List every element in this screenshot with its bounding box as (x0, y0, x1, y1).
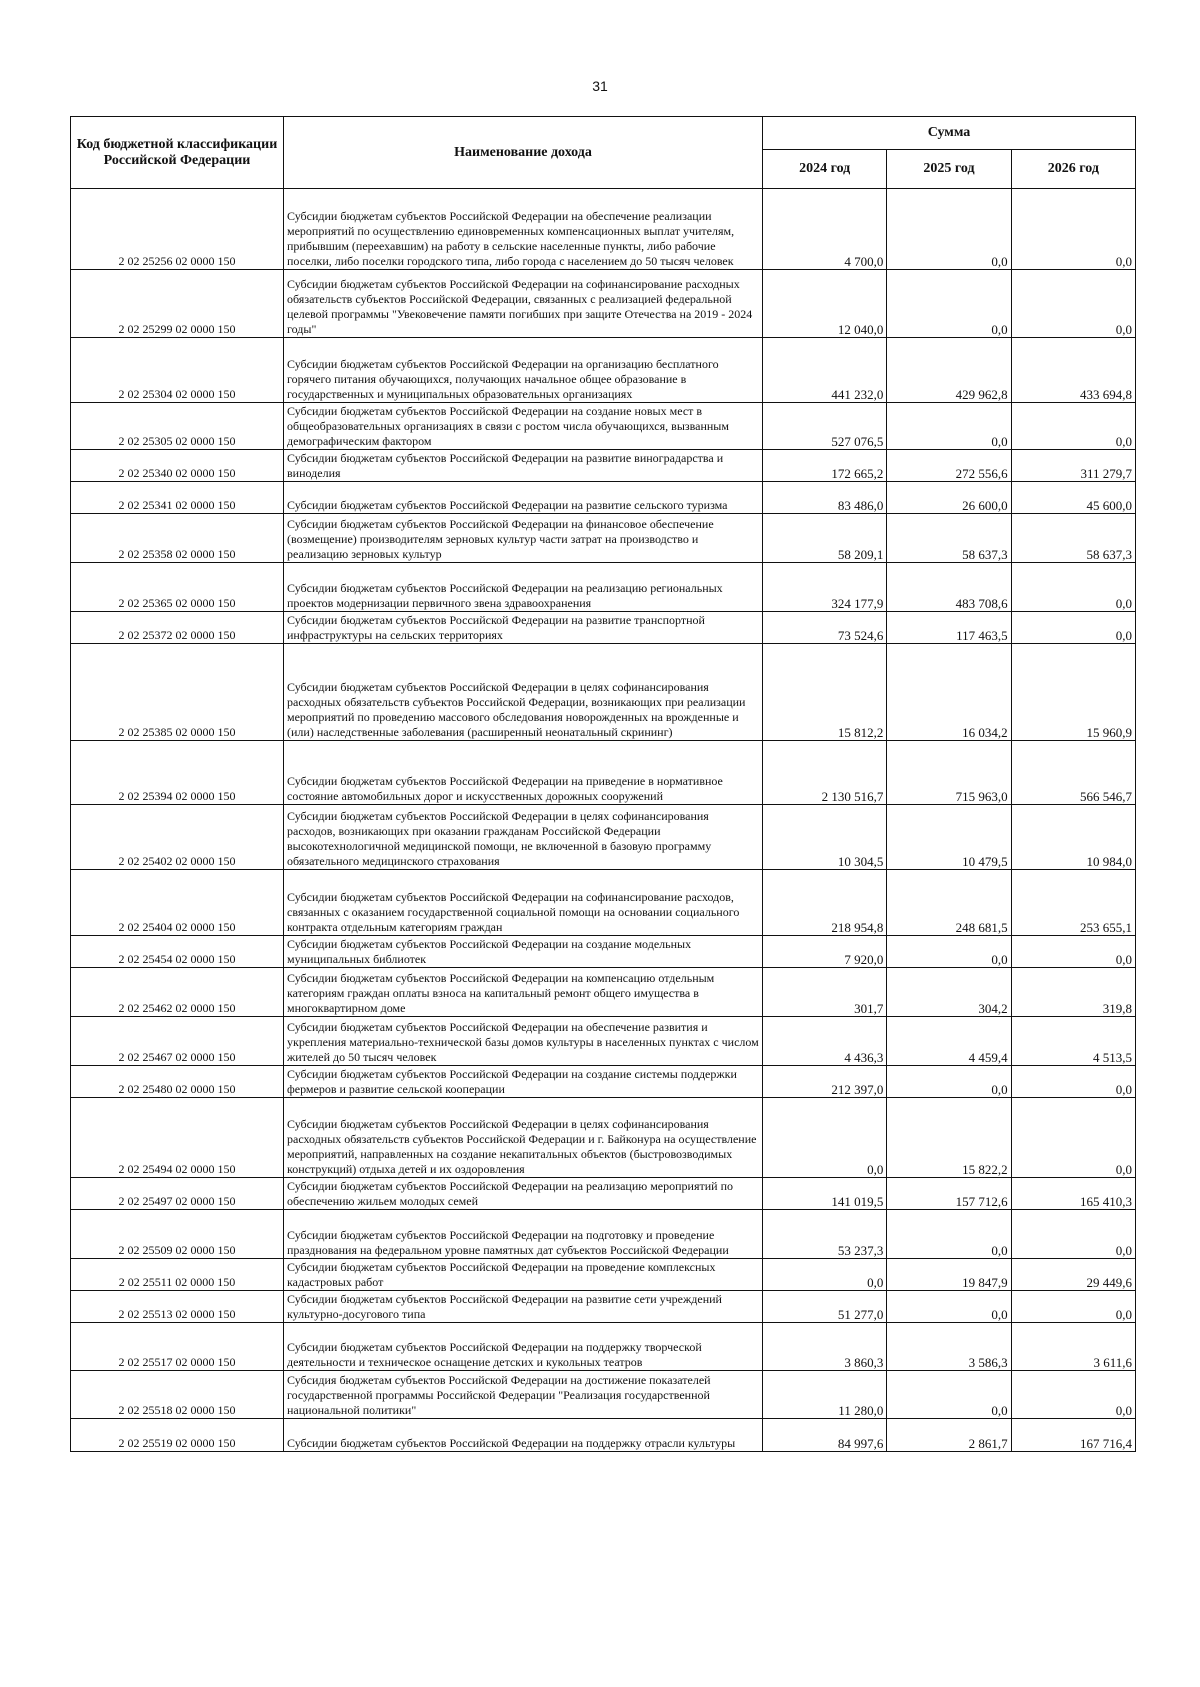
table-row (71, 1323, 1136, 1371)
table-row (71, 644, 1136, 741)
row-name: Субсидии бюджетам субъектов Российской Федерации на создание модельных муниципальных библиотек (284, 936, 763, 968)
row-value-2025: 26 600,0 (887, 482, 1011, 514)
table-row (71, 189, 1136, 270)
table-row (71, 270, 1136, 338)
table-row (71, 936, 1136, 968)
row-code: 2 02 25394 02 0000 150 (71, 741, 284, 805)
row-code: 2 02 25365 02 0000 150 (71, 563, 284, 612)
row-value-2026: 0,0 (1011, 403, 1135, 450)
row-name: Субсидии бюджетам субъектов Российской Федерации на проведение комплексных кадастровых работ (284, 1259, 763, 1291)
row-name: Субсидии бюджетам субъектов Российской Федерации на развитие сельского туризма (284, 482, 763, 514)
row-value-2025: 248 681,5 (887, 870, 1011, 936)
row-value-2025: 58 637,3 (887, 514, 1011, 563)
row-value-2024: 73 524,6 (763, 612, 887, 644)
row-value-2024: 0,0 (763, 1098, 887, 1178)
row-value-2024: 301,7 (763, 968, 887, 1017)
row-value-2024: 10 304,5 (763, 805, 887, 870)
row-value-2025: 0,0 (887, 936, 1011, 968)
row-name: Субсидии бюджетам субъектов Российской Федерации на софинансирование расходных обязательств субъектов Российской Федерации, связанных с реализацией федеральной целевой программы "Увековечение памяти погибших при защите Отечества на 2019 - 2024 годы" (284, 270, 763, 338)
table-row (71, 612, 1136, 644)
table-row (71, 870, 1136, 936)
row-value-2024: 83 486,0 (763, 482, 887, 514)
table-row (71, 338, 1136, 403)
row-code: 2 02 25341 02 0000 150 (71, 482, 284, 514)
row-value-2026: 0,0 (1011, 563, 1135, 612)
row-value-2025: 0,0 (887, 1371, 1011, 1419)
row-value-2024: 0,0 (763, 1259, 887, 1291)
row-code: 2 02 25519 02 0000 150 (71, 1419, 284, 1452)
page-number: 31 (592, 78, 608, 94)
row-value-2026: 3 611,6 (1011, 1323, 1135, 1371)
row-value-2025: 2 861,7 (887, 1419, 1011, 1452)
row-value-2024: 4 436,3 (763, 1017, 887, 1066)
row-value-2025: 16 034,2 (887, 644, 1011, 741)
row-name: Субсидия бюджетам субъектов Российской Федерации на достижение показателей государственной программы Российской Федерации "Реализация государственной национальной политики" (284, 1371, 763, 1419)
row-value-2026: 319,8 (1011, 968, 1135, 1017)
row-name: Субсидии бюджетам субъектов Российской Федерации на развитие сети учреждений культурно-досугового типа (284, 1291, 763, 1323)
row-name: Субсидии бюджетам субъектов Российской Федерации в целях софинансирования расходных обязательств субъектов Российской Федерации и г. Байконура на осуществление мероприятий, направленных на создание некапитальных объектов (быстровозводимых конструкций) отдыха детей и их оздоровления (284, 1098, 763, 1178)
row-value-2024: 141 019,5 (763, 1178, 887, 1210)
row-name: Субсидии бюджетам субъектов Российской Федерации на реализацию региональных проектов модернизации первичного звена здравоохранения (284, 563, 763, 612)
row-name: Субсидии бюджетам субъектов Российской Федерации на развитие транспортной инфраструктуры на сельских территориях (284, 612, 763, 644)
row-value-2026: 10 984,0 (1011, 805, 1135, 870)
row-code: 2 02 25518 02 0000 150 (71, 1371, 284, 1419)
table-row (71, 1210, 1136, 1259)
row-value-2026: 4 513,5 (1011, 1017, 1135, 1066)
row-value-2026: 0,0 (1011, 936, 1135, 968)
row-code: 2 02 25494 02 0000 150 (71, 1098, 284, 1178)
row-name: Субсидии бюджетам субъектов Российской Федерации на создание системы поддержки фермеров и развитие сельской кооперации (284, 1066, 763, 1098)
row-value-2025: 0,0 (887, 189, 1011, 270)
row-name: Субсидии бюджетам субъектов Российской Федерации на компенсацию отдельным категориям граждан оплаты взноса на капитальный ремонт общего имущества в многоквартирном доме (284, 968, 763, 1017)
row-value-2025: 272 556,6 (887, 450, 1011, 482)
row-code: 2 02 25467 02 0000 150 (71, 1017, 284, 1066)
row-value-2025: 3 586,3 (887, 1323, 1011, 1371)
row-value-2026: 433 694,8 (1011, 338, 1135, 403)
table-body (71, 189, 1136, 1452)
row-value-2025: 157 712,6 (887, 1178, 1011, 1210)
header-row-1 (71, 117, 1136, 150)
row-value-2024: 218 954,8 (763, 870, 887, 936)
row-value-2024: 4 700,0 (763, 189, 887, 270)
row-value-2026: 0,0 (1011, 189, 1135, 270)
row-value-2024: 12 040,0 (763, 270, 887, 338)
row-value-2024: 7 920,0 (763, 936, 887, 968)
row-code: 2 02 25256 02 0000 150 (71, 189, 284, 270)
row-code: 2 02 25358 02 0000 150 (71, 514, 284, 563)
row-value-2024: 441 232,0 (763, 338, 887, 403)
row-value-2026: 566 546,7 (1011, 741, 1135, 805)
row-value-2025: 19 847,9 (887, 1259, 1011, 1291)
row-value-2026: 0,0 (1011, 1210, 1135, 1259)
row-code: 2 02 25509 02 0000 150 (71, 1210, 284, 1259)
row-code: 2 02 25340 02 0000 150 (71, 450, 284, 482)
table-header (71, 117, 1136, 189)
revenue-table (70, 116, 1136, 1452)
table-row (71, 403, 1136, 450)
row-value-2024: 527 076,5 (763, 403, 887, 450)
header-year-2026: 2026 год (1011, 150, 1135, 189)
row-name: Субсидии бюджетам субъектов Российской Федерации на поддержку отрасли культуры (284, 1419, 763, 1452)
row-value-2025: 15 822,2 (887, 1098, 1011, 1178)
row-value-2026: 0,0 (1011, 612, 1135, 644)
row-name: Субсидии бюджетам субъектов Российской Федерации на финансовое обеспечение (возмещение) производителям зерновых культур части затрат на производство и реализацию зерновых культур (284, 514, 763, 563)
row-name: Субсидии бюджетам субъектов Российской Федерации на поддержку творческой деятельности и техническое оснащение детских и кукольных театров (284, 1323, 763, 1371)
table-row (71, 968, 1136, 1017)
row-code: 2 02 25513 02 0000 150 (71, 1291, 284, 1323)
row-value-2026: 253 655,1 (1011, 870, 1135, 936)
table-row (71, 514, 1136, 563)
row-value-2026: 29 449,6 (1011, 1259, 1135, 1291)
row-value-2026: 0,0 (1011, 1066, 1135, 1098)
table-row (71, 1017, 1136, 1066)
row-code: 2 02 25462 02 0000 150 (71, 968, 284, 1017)
table-row (71, 1291, 1136, 1323)
row-code: 2 02 25511 02 0000 150 (71, 1259, 284, 1291)
row-name: Субсидии бюджетам субъектов Российской Федерации на организацию бесплатного горячего питания обучающихся, получающих начальное общее образование в государственных и муниципальных образовательных организациях (284, 338, 763, 403)
row-code: 2 02 25305 02 0000 150 (71, 403, 284, 450)
row-value-2025: 429 962,8 (887, 338, 1011, 403)
table-row (71, 450, 1136, 482)
table-row (71, 482, 1136, 514)
row-name: Субсидии бюджетам субъектов Российской Федерации в целях софинансирования расходных обязательств субъектов Российской Федерации, возникающих при реализации мероприятий по проведению массового обследования новорожденных на врожденные и (или) наследственные заболевания (расширенный неонатальный скрининг) (284, 644, 763, 741)
header-code: Код бюджетной классификации Российской Федерации (71, 117, 284, 189)
row-value-2024: 11 280,0 (763, 1371, 887, 1419)
row-value-2024: 172 665,2 (763, 450, 887, 482)
row-value-2024: 3 860,3 (763, 1323, 887, 1371)
row-value-2026: 0,0 (1011, 1291, 1135, 1323)
table-row (71, 563, 1136, 612)
row-value-2026: 0,0 (1011, 1098, 1135, 1178)
row-name: Субсидии бюджетам субъектов Российской Федерации на обеспечение реализации мероприятий по осуществлению единовременных компенсационных выплат учителям, прибывшим (переехавшим) на работу в сельские населенные пункты, либо рабочие поселки, либо поселки городского типа, либо города с населением до 50 тысяч человек (284, 189, 763, 270)
table-row (71, 1371, 1136, 1419)
header-name: Наименование дохода (284, 117, 763, 189)
row-value-2024: 324 177,9 (763, 563, 887, 612)
row-value-2024: 51 277,0 (763, 1291, 887, 1323)
row-value-2025: 0,0 (887, 1291, 1011, 1323)
row-value-2026: 45 600,0 (1011, 482, 1135, 514)
row-code: 2 02 25372 02 0000 150 (71, 612, 284, 644)
row-value-2025: 0,0 (887, 1210, 1011, 1259)
row-code: 2 02 25480 02 0000 150 (71, 1066, 284, 1098)
row-code: 2 02 25517 02 0000 150 (71, 1323, 284, 1371)
row-code: 2 02 25454 02 0000 150 (71, 936, 284, 968)
header-year-2024: 2024 год (763, 150, 887, 189)
row-value-2025: 0,0 (887, 270, 1011, 338)
table-row (71, 741, 1136, 805)
row-code: 2 02 25404 02 0000 150 (71, 870, 284, 936)
row-value-2025: 483 708,6 (887, 563, 1011, 612)
table-row (71, 1098, 1136, 1178)
row-value-2024: 15 812,2 (763, 644, 887, 741)
row-value-2024: 58 209,1 (763, 514, 887, 563)
row-name: Субсидии бюджетам субъектов Российской Федерации на развитие виноградарства и виноделия (284, 450, 763, 482)
row-value-2024: 53 237,3 (763, 1210, 887, 1259)
row-value-2025: 715 963,0 (887, 741, 1011, 805)
table-row (71, 1178, 1136, 1210)
row-name: Субсидии бюджетам субъектов Российской Федерации на софинансирование расходов, связанных с оказанием государственной социальной помощи на основании социального контракта отдельным категориям граждан (284, 870, 763, 936)
header-sum: Сумма (763, 117, 1136, 150)
row-value-2026: 311 279,7 (1011, 450, 1135, 482)
row-code: 2 02 25402 02 0000 150 (71, 805, 284, 870)
row-value-2026: 15 960,9 (1011, 644, 1135, 741)
row-value-2026: 165 410,3 (1011, 1178, 1135, 1210)
table-row (71, 1066, 1136, 1098)
row-name: Субсидии бюджетам субъектов Российской Федерации на реализацию мероприятий по обеспечению жильем молодых семей (284, 1178, 763, 1210)
row-name: Субсидии бюджетам субъектов Российской Федерации в целях софинансирования расходов, возникающих при оказании гражданам Российской Федерации высокотехнологичной медицинской помощи, не включенной в базовую программу обязательного медицинского страхования (284, 805, 763, 870)
row-value-2026: 0,0 (1011, 1371, 1135, 1419)
row-code: 2 02 25497 02 0000 150 (71, 1178, 284, 1210)
header-year-2025: 2025 год (887, 150, 1011, 189)
row-name: Субсидии бюджетам субъектов Российской Федерации на создание новых мест в общеобразовательных организациях в связи с ростом числа обучающихся, вызванным демографическим фактором (284, 403, 763, 450)
row-value-2025: 10 479,5 (887, 805, 1011, 870)
row-value-2024: 212 397,0 (763, 1066, 887, 1098)
row-value-2025: 4 459,4 (887, 1017, 1011, 1066)
row-name: Субсидии бюджетам субъектов Российской Федерации на приведение в нормативное состояние автомобильных дорог и искусственных дорожных сооружений (284, 741, 763, 805)
row-value-2024: 84 997,6 (763, 1419, 887, 1452)
row-value-2026: 0,0 (1011, 270, 1135, 338)
row-value-2024: 2 130 516,7 (763, 741, 887, 805)
row-value-2025: 0,0 (887, 1066, 1011, 1098)
row-value-2025: 304,2 (887, 968, 1011, 1017)
row-code: 2 02 25385 02 0000 150 (71, 644, 284, 741)
table-row (71, 1419, 1136, 1452)
row-name: Субсидии бюджетам субъектов Российской Федерации на подготовку и проведение празднования на федеральном уровне памятных дат субъектов Российской Федерации (284, 1210, 763, 1259)
row-value-2026: 58 637,3 (1011, 514, 1135, 563)
row-code: 2 02 25299 02 0000 150 (71, 270, 284, 338)
row-value-2026: 167 716,4 (1011, 1419, 1135, 1452)
row-code: 2 02 25304 02 0000 150 (71, 338, 284, 403)
row-value-2025: 0,0 (887, 403, 1011, 450)
row-value-2025: 117 463,5 (887, 612, 1011, 644)
row-name: Субсидии бюджетам субъектов Российской Федерации на обеспечение развития и укрепления материально-технической базы домов культуры в населенных пунктах с числом жителей до 50 тысяч человек (284, 1017, 763, 1066)
table-row (71, 805, 1136, 870)
table-row (71, 1259, 1136, 1291)
